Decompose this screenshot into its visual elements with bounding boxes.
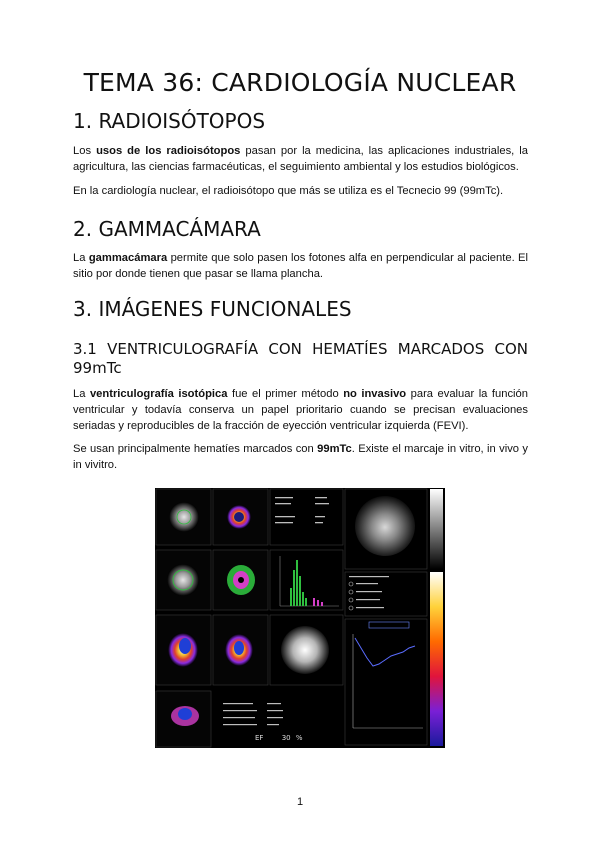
page-title: TEMA 36: CARDIOLOGÍA NUCLEAR — [83, 68, 517, 97]
paragraph-hematies-marcados — [73, 441, 528, 473]
page-number: 1 — [296, 796, 304, 808]
subsection-heading-ventriculografia: 3.1 VENTRICULOGRAFÍA CON HEMATÍES MARCADOS CON 99mTc — [73, 340, 528, 377]
section-heading-gammacamara: 2. GAMMACÁMARA — [73, 217, 261, 241]
paragraph-ventriculografia — [73, 386, 528, 434]
ef-value: 30 — [281, 734, 291, 742]
paragraph-radioisotopos-tecnecio: En la cardiología nuclear, el radioisótopo que más se utiliza es el Tecnecio 99 (99mTc). — [73, 185, 504, 197]
paragraph-radioisotopos-usos — [73, 143, 528, 175]
bold-term: no invasivo — [343, 388, 407, 400]
ventriculography-figure — [155, 488, 445, 748]
ef-readout — [255, 734, 303, 742]
text-run: fue el primer método — [227, 388, 344, 400]
ventriculography-image — [155, 488, 445, 748]
text-run: permite que solo pasen los fotones alfa en perpendicular al paciente. El sitio por donde tienen que pasar se llama plancha. — [73, 252, 528, 280]
text-run: para evaluar la función ventricular y todavía conserva un papel prioritario cuando se precisan evaluaciones seriadas y reproducibles de la fracción de eyección ventricular izquierda (FEVI). — [73, 388, 528, 432]
section-heading-radioisotopos: 1. RADIOISÓTOPOS — [73, 109, 266, 133]
bold-term: 99mTc — [317, 443, 352, 455]
ef-unit: % — [295, 734, 303, 742]
text-run: Los — [73, 145, 97, 157]
paragraph-gammacamara — [73, 250, 528, 282]
text-run: pasan por la medicina, las aplicaciones industriales, la agricultura, las ciencias farmacéuticas, el seguimiento ambiental y los estudios biológicos. — [73, 145, 528, 173]
bold-term: ventriculografía isotópica — [89, 388, 228, 400]
bold-term: usos de los radioisótopos — [96, 145, 241, 157]
text-run: La — [73, 252, 89, 264]
text-run: . Existe el marcaje in vitro, in vivo y in vivitro. — [73, 443, 528, 471]
section-heading-imagenes-funcionales: 3. IMÁGENES FUNCIONALES — [73, 297, 352, 321]
bold-term: gammacámara — [88, 252, 168, 264]
ef-label: EF — [255, 734, 264, 742]
text-run: Se usan principalmente hematíes marcados con — [73, 443, 318, 455]
text-run: La — [73, 388, 90, 400]
